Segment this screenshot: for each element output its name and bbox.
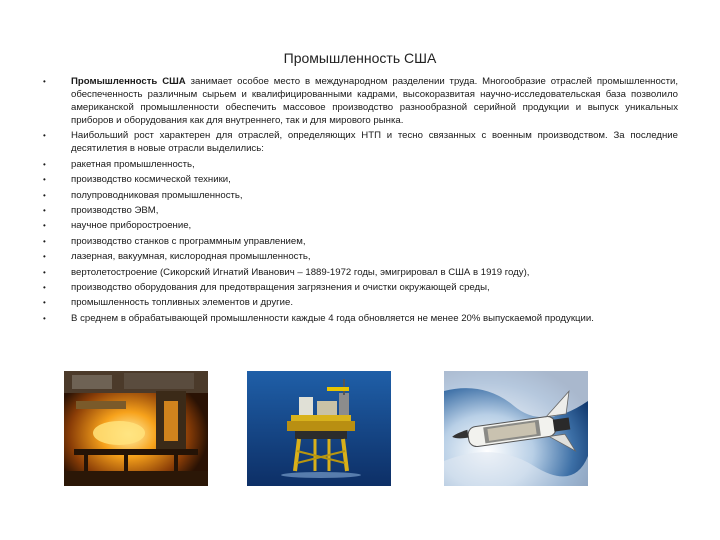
space-shuttle-photo (444, 371, 588, 486)
bullet-item (46, 189, 678, 202)
bullet-item (46, 219, 678, 232)
bullet-item (46, 75, 678, 127)
bullet-text: производство ЭВМ, (71, 204, 159, 216)
bullet-list (46, 75, 678, 327)
bullet-text: производство оборудования для предотвращения загрязнения и очистки окружающей среды, (71, 281, 490, 293)
offshore-oil-platform-photo (247, 371, 391, 486)
bullet-text: производство станков с программным управлением, (71, 235, 306, 247)
bullet-text: В среднем в обрабатывающей промышленности каждые 4 года обновляется не менее 20% выпускаемой продукции. (71, 312, 594, 324)
bullet-text: лазерная, вакуумная, кислородная промышленность, (71, 251, 311, 263)
bullet-text: научное приборостроение, (71, 220, 192, 232)
bullet-item (46, 173, 678, 186)
slide-title: Промышленность США (283, 50, 437, 66)
bullet-text: ракетная промышленность, (71, 158, 195, 170)
bullet-item (46, 158, 678, 171)
bullet-text: полупроводниковая промышленность, (71, 189, 243, 201)
bullet-text: Наибольший рост характерен для отраслей, определяющих НТП и тесно связанных с военным производством. За последние десятилетия в новые отрасли выделились: (71, 130, 678, 155)
bullet-item (46, 281, 678, 294)
bullet-item (46, 312, 678, 325)
bullet-item (46, 250, 678, 263)
bullet-item (46, 296, 678, 309)
bullet-text: вертолетостроение (Сикорский Игнатий Иванович – 1889-1972 годы, эмигрировал в США в 1919 году), (71, 266, 530, 278)
bullet-bold: Промышленность США (71, 76, 186, 87)
bullet-item (46, 129, 678, 155)
bullet-text: производство космической техники, (71, 174, 231, 186)
bullet-item (46, 235, 678, 248)
bullet-text: занимает особое место в международном разделении труда. Многообразие отраслей промышленности, обеспеченность различным сырьем и квалифицированными кадрами, высокоразвитая научно-исследовательская база позволило американской промышленности обеспечить массовое производство разнообразной серийной продукции и выпуск уникальных приборов и оборудования как для внутреннего, так и для мирового рынка. (71, 76, 678, 126)
bullet-item (46, 204, 678, 217)
bullet-text: промышленность топливных элементов и другие. (71, 297, 294, 309)
bullet-item (46, 266, 678, 279)
steel-mill-photo (64, 371, 208, 486)
